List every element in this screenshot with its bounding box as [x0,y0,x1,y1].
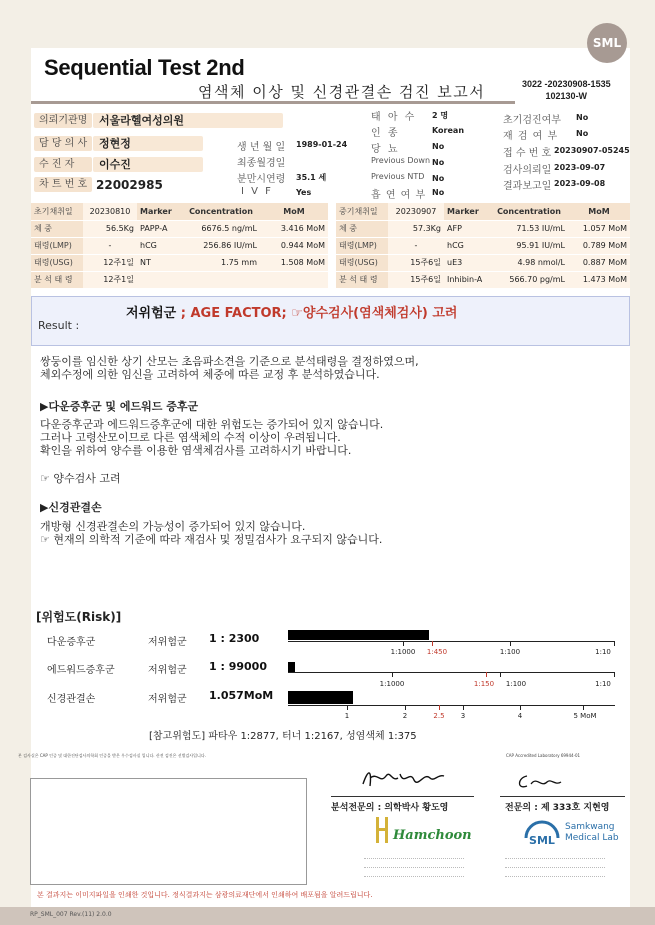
comment-intro-line1: 쌍둥이를 임신한 상기 산모는 초음파소견을 기준으로 분석태령을 결정하였으며, [40,355,419,368]
st-conc: 4.98 nmol/L [490,254,568,271]
report-number-line1: 3022 -20230908-1535 [522,79,611,89]
race-label: 인 종 [371,128,400,139]
ft-mom: 1.508 MoM [260,254,328,271]
ft-mom-header: MoM [260,203,328,220]
tick-edwards-150 [486,672,487,677]
risk-title: [위험도(Risk)] [36,610,122,624]
st-conc: 566.70 pg/mL [490,271,568,288]
ft-mom: 3.416 MoM [260,220,328,237]
ft-date: 20230810 [83,203,137,220]
institution-label: 의뢰기관명 [34,113,92,128]
ivf-label: I V F [241,186,273,197]
risk-level-down: 저위험군 [148,637,187,648]
result-label: Result : [38,319,80,332]
tick-edwards-1000 [392,672,393,677]
tick-ntd-2-5 [439,705,440,710]
patient-label: 수 진 자 [34,157,92,172]
st-conc: 95.91 IU/mL [490,237,568,254]
risk-name-edwards: 에드워드증후군 [47,665,115,676]
doctor-label: 담 당 의 사 [34,136,92,151]
report-number-line2: 102130-W [545,91,588,101]
ticklabel-down: 1:450 [426,648,448,656]
st-marker: hCG [444,237,490,254]
sml-address [505,850,605,877]
risk-axis-ntd [288,705,615,706]
reference-risk: [참고위험도] 파타우 1:2877, 터너 1:2167, 성염색체 1:375 [149,731,417,742]
accession-label: 접 수 번 호 [503,148,552,159]
down-line3: 확인을 위하여 양수를 이용한 염색체검사를 고려하시기 바랍니다. [40,444,352,457]
risk-bar-ntd [288,691,353,704]
ticklabel-down: 1:10 [595,648,611,656]
sml-logo-line2: Medical Lab [565,833,619,843]
logo-text: SML [592,36,622,50]
ft-weight-label: 체 중 [31,220,83,237]
risk-axis-edwards [288,672,615,673]
ticklabel-ntd: 5 MoM [573,712,597,720]
st-ga-analysis: 15주6일 [388,271,444,288]
footer-note-right: CAP Accredited Laboratory 69944-01 [506,753,581,758]
st-mom-header: MoM [568,203,630,220]
comment-box [30,778,307,885]
birth-value: 1989-01-24 [296,140,348,149]
ft-conc-header: Concentration [182,203,260,220]
ticklabel-down: 1:100 [499,648,521,656]
risk-level-edwards: 저위험군 [148,665,187,676]
report-date-label: 결과보고일 [503,181,552,192]
ticklabel-down: 1:1000 [390,648,416,656]
ntd-section-heading: ▶신경관결손 [40,501,102,514]
institution-value: 서울라헬여성의원 [93,113,283,128]
chart-label: 차 트 번 호 [34,177,92,192]
report-subtitle: 염색체 이상 및 신경관결손 검진 보고서 [198,83,486,101]
st-mom: 0.789 MoM [568,237,630,254]
ntd-line2: ☞ 현재의 의학적 기준에 따라 재검사 및 정밀검사가 요구되지 않습니다. [40,533,383,546]
request-date-value: 2023-09-07 [554,163,606,172]
risk-name-ntd: 신경관결손 [47,694,96,705]
prev-ntd-value: No [432,174,445,183]
ft-conc: 1.75 mm [182,254,260,271]
sml-logo-line1: Samkwang [565,822,615,832]
specialist-sign-line [500,796,625,797]
hamchoon-address [364,850,464,877]
tick-ntd-1 [347,705,348,710]
risk-bar-down [288,630,429,640]
ft-date-label: 초기채취일 [31,203,83,220]
report-number [522,78,611,102]
st-ga-usg: 15주6일 [388,254,444,271]
header-divider [31,101,515,104]
tick-ntd-4 [520,705,521,710]
report-title: Sequential Test 2nd [44,55,245,80]
st-ga-lmp-label: 태령(LMP) [336,237,388,254]
amnio-note: ☞ 양수검사 고려 [40,472,121,485]
footer-note-left: 본 검사실은 CAP 인증 및 대한진단검사의학회 인증을 받은 우수검사실 입니다. 산전 검진은 선별검사입니다. [18,753,207,758]
ticklabel-edwards: 1:1000 [379,680,405,688]
hamchoon-logo-mark [372,815,394,845]
ft-ga-analysis: 12주1일 [83,271,137,288]
ticklabel-edwards: 1:150 [473,680,495,688]
result-flag-text: ; AGE FACTOR; ☞양수검사(염색체검사) 고려 [176,306,458,321]
ivf-value: Yes [296,188,312,197]
st-date: 20230907 [388,203,444,220]
specialist-name: 전문의 : 제 333호 지현영 [505,803,610,813]
bottom-notice: 본 결과지는 이미지파일을 인쇄한 것입니다. 정식결과지는 삼광의료재단에서 인쇄하여 배포됨을 알려드립니다. [37,891,373,899]
tick-down-1000 [403,641,404,646]
ticklabel-ntd: 3 [460,712,466,720]
request-date-label: 검사의뢰일 [503,165,552,176]
risk-name-down: 다운증후군 [47,637,96,648]
prev-ntd-label: Previous NTD [371,172,425,181]
analyst-sign-line [331,796,474,797]
ticklabel-edwards: 1:100 [505,680,527,688]
ft-marker: NT [137,254,182,271]
result-risk-text: 저위험군 [126,306,177,321]
doctor-value: 정현정 [93,136,203,151]
analyst-name: 분석전문의 : 의학박사 황도영 [331,803,449,813]
sml-footer-logo-text [565,822,619,844]
st-mom: 0.887 MoM [568,254,630,271]
ft-mom: 0.944 MoM [260,237,328,254]
st-weight-label: 체 중 [336,220,388,237]
prev-down-label: Previous Down [371,156,431,165]
down-line1: 다운증후군과 에드워드증후군에 대한 위험도는 증가되어 있지 않습니다. [40,418,384,431]
ticklabel-ntd: 2.5 [433,712,445,720]
report-date-value: 2023-09-08 [554,179,606,188]
st-ga-usg-label: 태령(USG) [336,254,388,271]
tick-ntd-5 [583,705,584,710]
ft-mom [260,271,328,288]
sml-logo [587,23,627,63]
down-section-body [40,418,383,457]
st-ga-lmp: - [388,237,444,254]
tick-down-10 [614,641,615,646]
ticklabel-ntd: 2 [402,712,408,720]
st-marker: uE3 [444,254,490,271]
ft-ga-usg: 12주1일 [83,254,137,271]
ntd-section-body [40,520,382,546]
ft-ga-lmp: - [83,237,137,254]
risk-value-ntd: 1.057MoM [209,689,274,702]
svg-text:SML: SML [529,834,555,847]
st-marker-header: Marker [444,203,490,220]
risk-value-edwards: 1 : 99000 [209,660,267,673]
tick-edwards-10 [614,672,615,677]
accession-value: 20230907-05245 [554,146,630,155]
down-line2: 그러나 고령산모이므로 다른 염색체의 수적 이상이 우려됩니다. [40,431,341,444]
ft-ga-lmp-label: 태령(LMP) [31,237,83,254]
result-summary [126,302,457,321]
retest-value: No [576,129,589,138]
chart-value: 22002985 [96,178,163,192]
lmp-label: 최종월경일 [237,158,286,169]
st-date-label: 중기채취일 [336,203,388,220]
risk-level-ntd: 저위험군 [148,694,187,705]
ft-marker [137,271,182,288]
ntd-line1: 개방형 신경관결손의 가능성이 증가되어 있지 않습니다. [40,520,306,533]
risk-bar-edwards [288,662,295,672]
tick-edwards-100 [500,672,501,677]
risk-axis-down [288,641,615,642]
smoke-value: No [432,188,445,197]
patient-value: 이수진 [93,157,203,172]
ft-weight: 56.5Kg [83,220,137,237]
dm-value: No [432,142,445,151]
down-section-heading: ▶다운증후군 및 에드워드 증후군 [40,400,199,413]
ft-ga-usg-label: 태령(USG) [31,254,83,271]
initial-label: 초기검진여부 [503,115,561,126]
retest-label: 재 검 여 부 [503,131,559,142]
fetus-label: 태 아 수 [371,112,417,123]
ft-conc: 256.86 IU/mL [182,237,260,254]
race-value: Korean [432,126,465,135]
risk-value-down: 1 : 2300 [209,632,260,645]
ft-ga-analysis-label: 분 석 태 령 [31,271,83,288]
analyst-signature [358,764,448,794]
hamchoon-logo: Hamchoon [393,828,472,843]
tick-ntd-2 [405,705,406,710]
ft-conc: 6676.5 ng/mL [182,220,260,237]
st-weight: 57.3Kg [388,220,444,237]
ticklabel-edwards: 1:10 [595,680,611,688]
comment-intro-line2: 체외수정에 의한 임신을 고려하여 체중에 따른 교정 후 분석하였습니다. [40,368,380,381]
second-trimester-table [336,203,630,289]
birth-label: 생 년 월 일 [237,142,286,153]
st-ga-analysis-label: 분 석 태 령 [336,271,388,288]
dm-label: 당 뇨 [371,144,400,155]
ticklabel-ntd: 1 [344,712,350,720]
tick-down-450 [432,641,433,646]
ft-marker: hCG [137,237,182,254]
st-mom: 1.057 MoM [568,220,630,237]
age-label: 분만시연령 [237,174,286,185]
ft-marker-header: Marker [137,203,182,220]
age-value: 35.1 세 [296,173,327,182]
initial-value: No [576,113,589,122]
ft-conc [182,271,260,288]
ticklabel-ntd: 4 [517,712,523,720]
tick-down-100 [510,641,511,646]
st-conc-header: Concentration [490,203,568,220]
first-trimester-table [31,203,328,289]
prev-down-value: No [432,158,445,167]
smoke-label: 흡 연 여 부 [371,190,427,201]
st-marker: Inhibin-A [444,271,490,288]
fetus-value: 2 명 [432,111,449,120]
form-id: RP_SML_007 Rev.(11) 2.0.0 [30,911,112,918]
tick-ntd-3 [463,705,464,710]
st-conc: 71.53 IU/mL [490,220,568,237]
ft-marker: PAPP-A [137,220,182,237]
st-marker: AFP [444,220,490,237]
specialist-signature [515,770,565,792]
comment-intro [40,355,419,381]
st-mom: 1.473 MoM [568,271,630,288]
